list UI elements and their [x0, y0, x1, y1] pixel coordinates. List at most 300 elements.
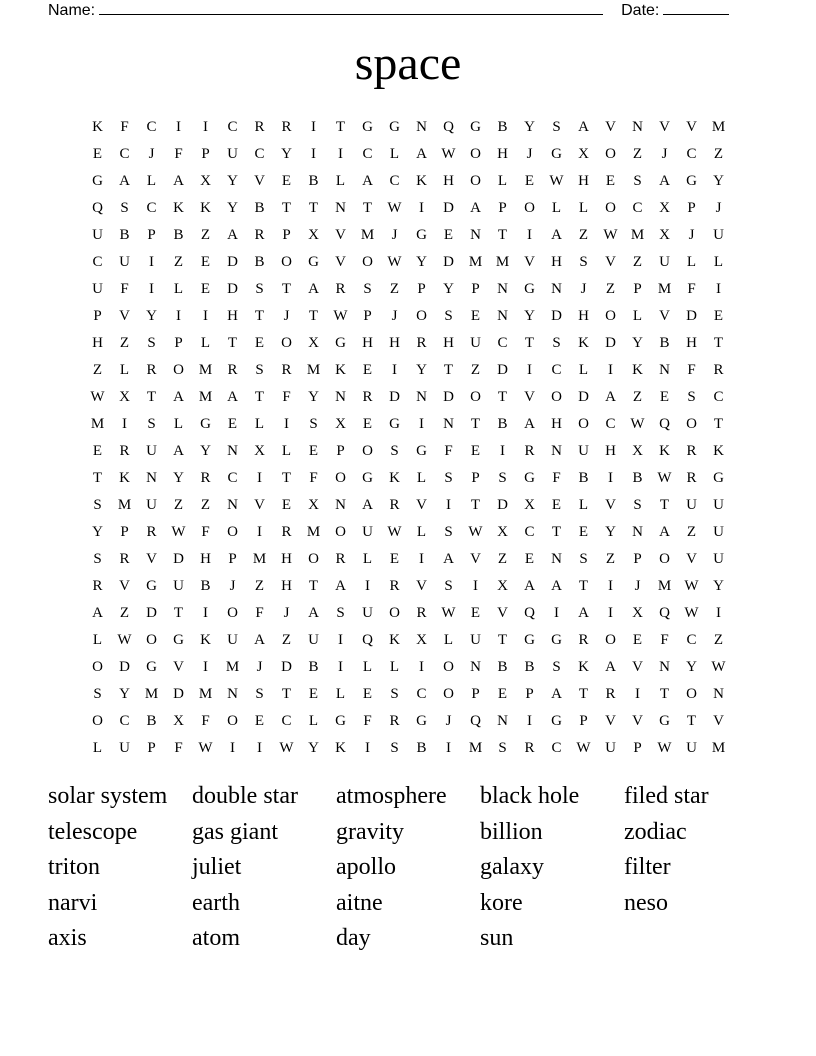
grid-letter: V — [632, 659, 643, 675]
grid-letter: R — [254, 227, 265, 243]
grid-letter: G — [686, 173, 697, 189]
word-bank — [48, 780, 768, 958]
grid-letter: R — [146, 524, 157, 540]
grid-letter: Y — [713, 173, 724, 189]
grid-letter: L — [443, 632, 454, 648]
grid-letter: I — [365, 740, 370, 756]
grid-letter: K — [389, 632, 400, 648]
grid-letter: T — [281, 200, 292, 216]
grid-letter: S — [444, 470, 453, 486]
grid-letter: E — [92, 146, 103, 162]
grid-letter: A — [227, 227, 238, 243]
grid-letter: W — [684, 605, 699, 621]
grid-letter: F — [201, 713, 210, 729]
grid-letter: X — [119, 389, 130, 405]
grid-letter: A — [551, 578, 562, 594]
grid-letter: D — [227, 254, 238, 270]
grid-letter: B — [146, 713, 157, 729]
grid-letter: H — [578, 173, 589, 189]
grid-letter: Y — [200, 443, 211, 459]
grid-letter: K — [335, 740, 346, 756]
grid-letter: L — [146, 173, 157, 189]
grid-letter: Z — [173, 254, 184, 270]
grid-letter: P — [633, 740, 642, 756]
grid-letter: K — [416, 173, 427, 189]
grid-letter: E — [551, 497, 562, 513]
grid-letter: B — [416, 740, 427, 756]
grid-letter: F — [174, 740, 183, 756]
grid-letter: E — [200, 281, 211, 297]
grid-letter: U — [227, 146, 238, 162]
grid-letter: R — [200, 470, 211, 486]
grid-letter: F — [201, 524, 210, 540]
grid-letter: U — [578, 443, 589, 459]
grid-letter: O — [281, 254, 292, 270]
grid-letter: H — [686, 335, 697, 351]
grid-letter: T — [281, 686, 292, 702]
grid-letter: I — [257, 524, 262, 540]
grid-letter: H — [578, 308, 589, 324]
grid-letter: K — [389, 470, 400, 486]
grid-letter: N — [497, 281, 508, 297]
grid-letter: R — [254, 119, 265, 135]
grid-letter: A — [416, 146, 427, 162]
grid-letter: M — [495, 254, 510, 270]
grid-letter: C — [254, 146, 265, 162]
word-bank-item: galaxy — [480, 854, 544, 880]
grid-letter: I — [473, 578, 478, 594]
grid-letter: D — [443, 254, 454, 270]
grid-letter: H — [389, 335, 400, 351]
grid-letter: G — [524, 470, 535, 486]
grid-letter: E — [362, 362, 373, 378]
grid-letter: J — [283, 605, 290, 621]
grid-letter: A — [578, 119, 589, 135]
grid-letter: T — [713, 416, 724, 432]
grid-letter: R — [281, 524, 292, 540]
grid-letter: F — [687, 362, 696, 378]
grid-letter: A — [92, 605, 103, 621]
grid-letter: U — [713, 227, 724, 243]
word-bank-item: juliet — [192, 854, 242, 880]
grid-letter: Y — [443, 281, 454, 297]
grid-letter: M — [198, 686, 213, 702]
grid-letter: S — [552, 659, 561, 675]
grid-letter: V — [659, 308, 670, 324]
grid-letter: S — [93, 551, 102, 567]
grid-letter: Z — [713, 632, 724, 648]
grid-letter: N — [551, 443, 562, 459]
grid-letter: L — [632, 308, 643, 324]
grid-letter: G — [146, 659, 157, 675]
grid-letter: L — [578, 200, 589, 216]
grid-letter: B — [254, 254, 265, 270]
grid-letter: E — [713, 308, 724, 324]
page-title: space — [354, 37, 462, 90]
grid-letter: U — [686, 740, 697, 756]
grid-letter: I — [527, 227, 532, 243]
word-bank-item: telescope — [48, 818, 138, 845]
grid-letter: R — [416, 335, 427, 351]
grid-letter: U — [713, 524, 724, 540]
grid-letter: I — [635, 686, 640, 702]
grid-letter: N — [632, 524, 643, 540]
grid-letter: S — [579, 254, 588, 270]
word-bank-item: neso — [624, 889, 668, 916]
grid-letter: O — [524, 200, 535, 216]
grid-letter: Z — [200, 227, 211, 243]
grid-letter: J — [715, 200, 722, 216]
grid-letter: N — [659, 362, 670, 378]
grid-letter: Y — [119, 686, 130, 702]
grid-letter: O — [443, 659, 454, 675]
grid-letter: E — [524, 173, 535, 189]
grid-letter: S — [633, 497, 642, 513]
grid-letter: H — [605, 443, 616, 459]
grid-letter: S — [444, 578, 453, 594]
grid-letter: G — [551, 632, 562, 648]
grid-letter: X — [632, 605, 643, 621]
grid-letter: N — [551, 551, 562, 567]
grid-letter: U — [605, 740, 616, 756]
grid-letter: P — [633, 281, 642, 297]
grid-letter: J — [634, 578, 641, 594]
grid-letter: W — [684, 578, 699, 594]
grid-letter: A — [551, 686, 562, 702]
grid-letter: A — [173, 443, 184, 459]
grid-letter: C — [524, 524, 535, 540]
grid-letter: Z — [119, 335, 130, 351]
grid-letter: C — [632, 200, 643, 216]
grid-letter: D — [686, 308, 697, 324]
word-bank-item: black hole — [480, 783, 580, 809]
grid-letter: R — [524, 740, 535, 756]
grid-letter: N — [713, 686, 724, 702]
grid-letter: X — [308, 497, 319, 513]
grid-letter: N — [146, 470, 157, 486]
grid-letter: V — [416, 578, 427, 594]
grid-letter: W — [441, 605, 456, 621]
grid-letter: X — [173, 713, 184, 729]
grid-letter: G — [389, 416, 400, 432]
grid-letter: M — [117, 497, 132, 513]
grid-letter: Z — [254, 578, 265, 594]
grid-letter: G — [524, 281, 535, 297]
grid-letter: Y — [416, 254, 427, 270]
grid-letter: A — [659, 524, 670, 540]
grid-letter: Y — [227, 200, 238, 216]
grid-letter: G — [416, 443, 427, 459]
grid-letter: Z — [605, 281, 616, 297]
grid-letter: L — [281, 443, 292, 459]
grid-letter: P — [471, 686, 480, 702]
grid-letter: V — [254, 497, 265, 513]
date-label: Date: — [621, 2, 660, 19]
grid-letter: H — [281, 551, 292, 567]
grid-letter: I — [716, 605, 721, 621]
grid-letter: L — [497, 173, 508, 189]
grid-letter: Y — [173, 470, 184, 486]
word-bank-item: gravity — [336, 818, 404, 845]
grid-letter: T — [443, 362, 454, 378]
grid-letter: I — [122, 416, 127, 432]
grid-letter: N — [335, 200, 346, 216]
grid-letter: E — [605, 173, 616, 189]
grid-letter: X — [200, 173, 211, 189]
grid-letter: D — [497, 362, 508, 378]
grid-letter: X — [308, 227, 319, 243]
grid-letter: E — [470, 443, 481, 459]
name-label: Name: — [48, 2, 96, 19]
grid-letter: M — [711, 740, 726, 756]
grid-letter: O — [173, 362, 184, 378]
grid-letter: W — [387, 524, 402, 540]
grid-letter: T — [146, 389, 157, 405]
grid-letter: X — [497, 524, 508, 540]
grid-letter: E — [470, 308, 481, 324]
grid-letter: A — [308, 605, 319, 621]
grid-letter: E — [227, 416, 238, 432]
grid-letter: S — [552, 335, 561, 351]
grid-letter: O — [227, 605, 238, 621]
grid-letter: N — [659, 659, 670, 675]
grid-letter: M — [306, 524, 321, 540]
grid-letter: C — [416, 686, 427, 702]
grid-letter: Y — [524, 308, 535, 324]
grid-letter: S — [390, 686, 399, 702]
grid-letter: F — [120, 119, 129, 135]
grid-letter: T — [254, 389, 265, 405]
grid-letter: X — [524, 497, 535, 513]
grid-letter: R — [227, 362, 238, 378]
grid-letter: V — [605, 713, 616, 729]
grid-letter: W — [468, 524, 483, 540]
grid-letter: A — [362, 497, 373, 513]
grid-letter: U — [308, 632, 319, 648]
word-bank-item: earth — [192, 889, 240, 916]
grid-letter: R — [335, 281, 346, 297]
grid-letter: T — [497, 389, 508, 405]
grid-letter: F — [174, 146, 183, 162]
grid-letter: G — [551, 713, 562, 729]
grid-letter: X — [632, 443, 643, 459]
grid-letter: C — [227, 470, 238, 486]
grid-letter: L — [92, 740, 103, 756]
date-blank-line — [663, 0, 729, 15]
grid-letter: J — [229, 578, 236, 594]
grid-letter: O — [605, 632, 616, 648]
grid-letter: C — [551, 362, 562, 378]
grid-letter: O — [362, 443, 373, 459]
grid-letter: I — [203, 659, 208, 675]
grid-letter: E — [92, 443, 103, 459]
grid-letter: G — [92, 173, 103, 189]
grid-letter: E — [281, 173, 292, 189]
grid-letter: Z — [578, 227, 589, 243]
grid-letter: L — [713, 254, 724, 270]
grid-letter: K — [200, 632, 211, 648]
grid-letter: G — [524, 632, 535, 648]
grid-letter: E — [443, 227, 454, 243]
grid-letter: I — [311, 146, 316, 162]
grid-letter: A — [605, 389, 616, 405]
grid-letter: T — [578, 686, 589, 702]
grid-letter: P — [282, 227, 291, 243]
grid-letter: G — [362, 470, 373, 486]
grid-letter: G — [416, 713, 427, 729]
word-bank-item: axis — [48, 925, 87, 951]
grid-letter: L — [173, 281, 184, 297]
grid-letter: T — [173, 605, 184, 621]
grid-letter: M — [360, 227, 375, 243]
grid-letter: K — [119, 470, 130, 486]
grid-letter: H — [227, 308, 238, 324]
grid-letter: L — [389, 659, 400, 675]
grid-letter: S — [390, 740, 399, 756]
grid-letter: X — [659, 200, 670, 216]
grid-letter: P — [228, 551, 237, 567]
grid-letter: C — [497, 335, 508, 351]
grid-letter: Z — [281, 632, 292, 648]
grid-letter: E — [362, 686, 373, 702]
grid-letter: P — [498, 200, 507, 216]
grid-letter: Z — [173, 497, 184, 513]
grid-letter: M — [90, 416, 105, 432]
grid-letter: T — [227, 335, 238, 351]
grid-letter: K — [200, 200, 211, 216]
grid-letter: E — [254, 713, 265, 729]
grid-letter: S — [147, 335, 156, 351]
grid-letter: B — [173, 227, 184, 243]
grid-letter: L — [173, 416, 184, 432]
grid-letter: O — [551, 389, 562, 405]
grid-letter: H — [443, 173, 454, 189]
grid-letter: N — [497, 713, 508, 729]
grid-letter: R — [524, 443, 535, 459]
grid-letter: D — [281, 659, 292, 675]
grid-letter: C — [605, 416, 616, 432]
grid-letter: V — [524, 389, 535, 405]
grid-letter: S — [552, 119, 561, 135]
grid-letter: L — [200, 335, 211, 351]
grid-letter: J — [688, 227, 695, 243]
grid-letter: O — [470, 173, 481, 189]
grid-letter: O — [578, 416, 589, 432]
grid-letter: B — [308, 173, 319, 189]
grid-letter: T — [551, 524, 562, 540]
word-bank-item: billion — [480, 818, 543, 845]
grid-letter: K — [173, 200, 184, 216]
grid-letter: Z — [686, 524, 697, 540]
grid-letter: I — [338, 659, 343, 675]
grid-letter: I — [203, 308, 208, 324]
grid-letter: Y — [146, 308, 157, 324]
grid-letter: I — [608, 362, 613, 378]
grid-letter: C — [713, 389, 724, 405]
grid-letter: K — [92, 119, 103, 135]
grid-letter: S — [579, 551, 588, 567]
grid-letter: S — [120, 200, 129, 216]
grid-letter: G — [416, 227, 427, 243]
grid-letter: T — [470, 497, 481, 513]
grid-letter: D — [497, 497, 508, 513]
word-bank-item: solar system — [48, 783, 168, 809]
grid-letter: O — [686, 686, 697, 702]
grid-letter: M — [657, 281, 672, 297]
grid-letter: Y — [92, 524, 103, 540]
grid-letter: L — [335, 173, 346, 189]
grid-letter: Y — [686, 659, 697, 675]
grid-letter: G — [335, 335, 346, 351]
grid-letter: Z — [713, 146, 724, 162]
grid-letter: L — [335, 686, 346, 702]
grid-letter: Z — [200, 497, 211, 513]
grid-letter: H — [443, 335, 454, 351]
grid-letter: H — [362, 335, 373, 351]
grid-letter: A — [443, 551, 454, 567]
grid-letter: P — [525, 686, 534, 702]
grid-letter: E — [308, 686, 319, 702]
grid-letter: V — [713, 713, 724, 729]
grid-letter: O — [362, 254, 373, 270]
grid-letter: D — [119, 659, 130, 675]
grid-letter: I — [419, 551, 424, 567]
word-bank-item: aitne — [336, 889, 383, 916]
grid-letter: C — [119, 146, 130, 162]
grid-letter: N — [227, 443, 238, 459]
grid-letter: D — [605, 335, 616, 351]
grid-letter: S — [633, 173, 642, 189]
grid-letter: I — [419, 200, 424, 216]
grid-letter: X — [335, 416, 346, 432]
grid-letter: N — [416, 389, 427, 405]
grid-letter: W — [90, 389, 105, 405]
grid-letter: O — [281, 335, 292, 351]
grid-letter: Z — [632, 254, 643, 270]
grid-letter: T — [578, 578, 589, 594]
grid-letter: I — [554, 605, 559, 621]
grid-letter: T — [281, 281, 292, 297]
grid-letter: M — [657, 578, 672, 594]
grid-letter: I — [446, 740, 451, 756]
grid-letter: G — [146, 578, 157, 594]
grid-letter: P — [147, 227, 156, 243]
grid-letter: O — [443, 686, 454, 702]
grid-letter: Q — [659, 605, 670, 621]
grid-letter: M — [468, 740, 483, 756]
grid-letter: E — [578, 524, 589, 540]
grid-letter: C — [146, 200, 157, 216]
grid-letter: A — [659, 173, 670, 189]
grid-letter: P — [633, 551, 642, 567]
grid-letter: T — [362, 200, 373, 216]
grid-letter: N — [632, 119, 643, 135]
grid-letter: O — [308, 551, 319, 567]
grid-letter: F — [255, 605, 264, 621]
grid-letter: N — [416, 119, 427, 135]
grid-letter: O — [470, 146, 481, 162]
grid-letter: G — [308, 254, 319, 270]
grid-letter: P — [201, 146, 210, 162]
grid-letter: W — [711, 659, 726, 675]
grid-letter: W — [630, 416, 645, 432]
grid-letter: G — [335, 713, 346, 729]
grid-letter: T — [686, 713, 697, 729]
grid-letter: E — [362, 416, 373, 432]
grid-letter: I — [203, 119, 208, 135]
grid-letter: R — [389, 497, 400, 513]
grid-letter: R — [416, 605, 427, 621]
